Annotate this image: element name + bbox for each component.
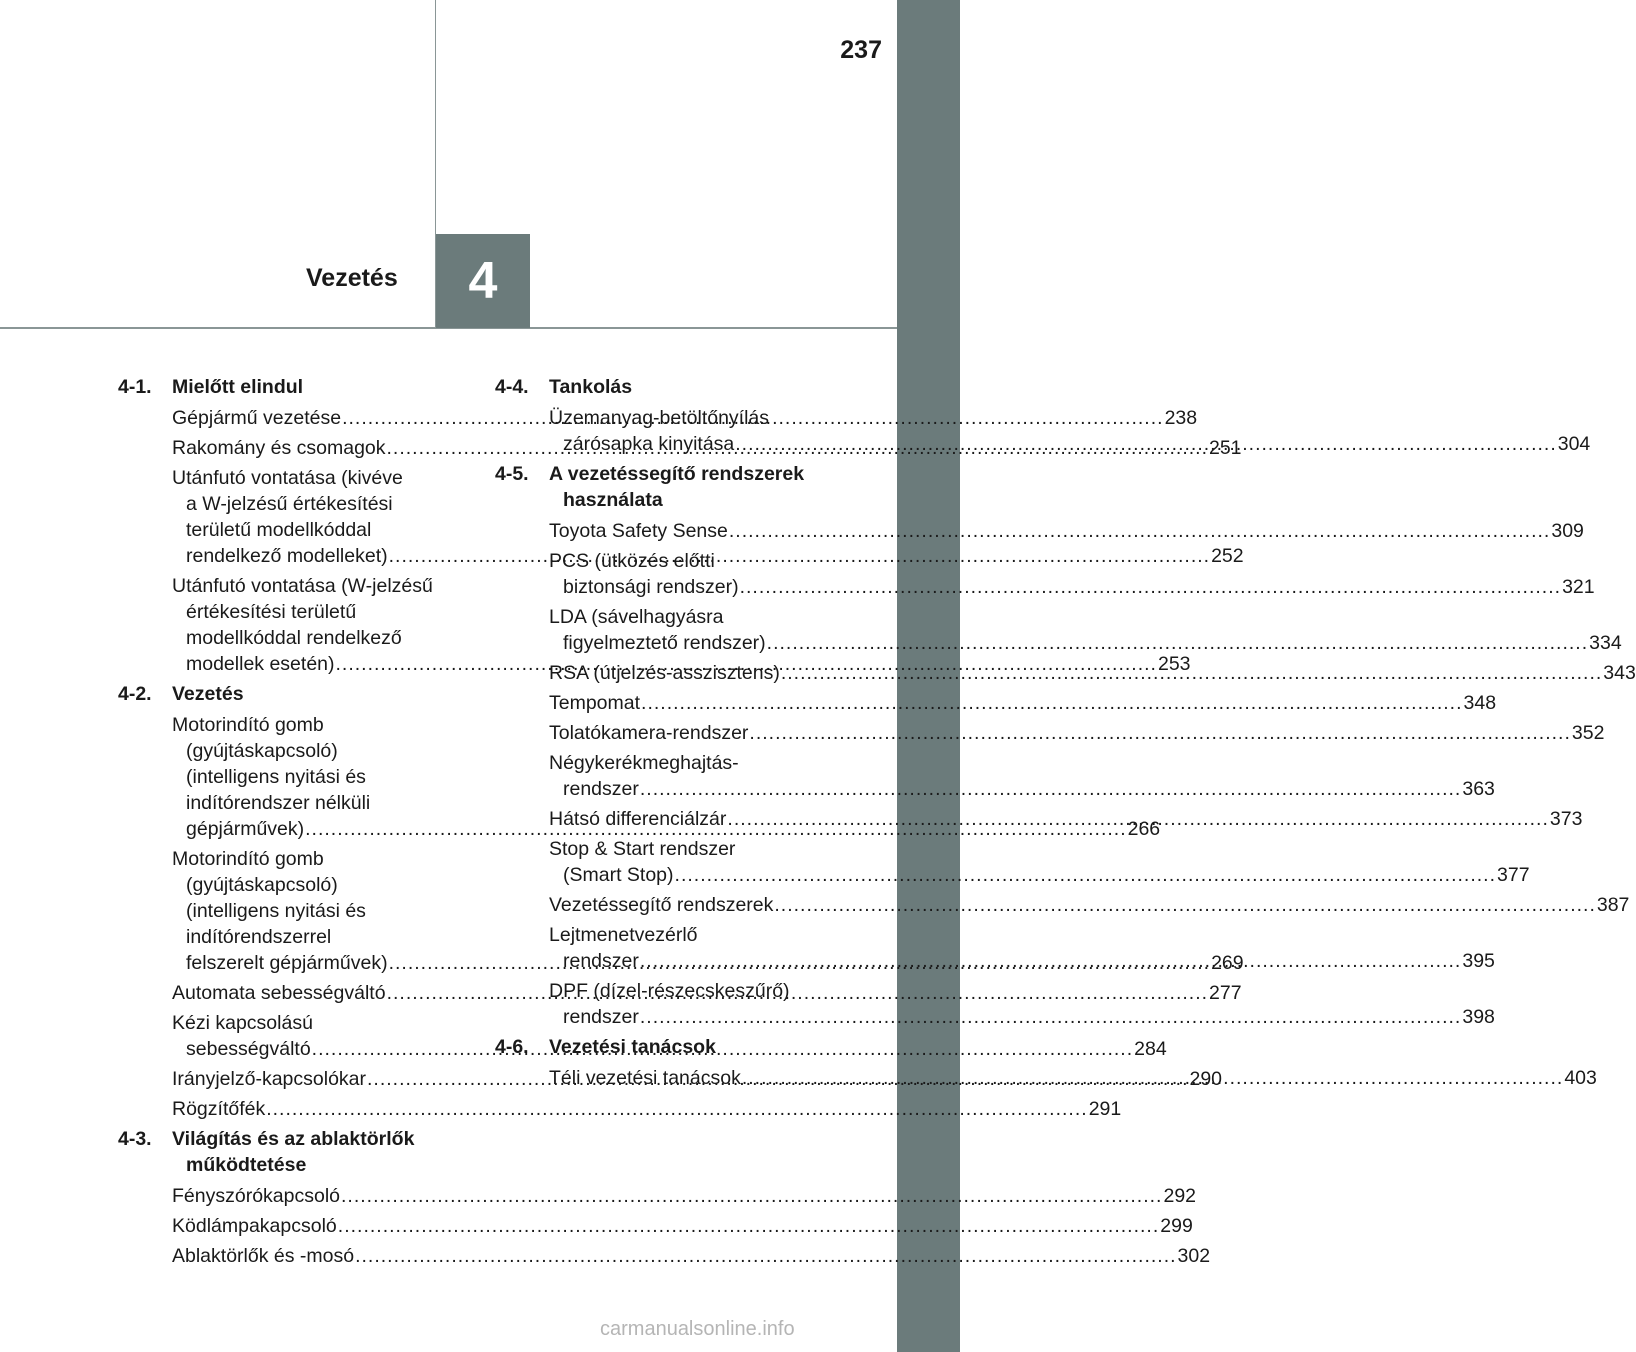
toc-entry-text: Gépjármű vezetése: [172, 407, 342, 429]
toc-entry-text: biztonsági rendszer): [563, 576, 739, 598]
toc-page-number: 321: [1562, 576, 1595, 598]
section-title-line: Mielőtt elindul: [172, 376, 304, 398]
toc-page-number: 387: [1596, 894, 1630, 916]
section-title: [172, 374, 462, 400]
section-heading: [118, 374, 462, 400]
dot-leader: [640, 778, 1461, 800]
dot-leader: [355, 1243, 1176, 1269]
toc-page-number: 277: [1209, 982, 1242, 1004]
toc-entry-text: Hátsó differenciálzár: [549, 808, 727, 830]
toc-page-number: 299: [1160, 1215, 1193, 1237]
toc-page-number: 348: [1463, 692, 1497, 714]
toc-entry-text: figyelmeztető rendszer): [563, 632, 766, 654]
toc-entry-text: Tolatókamera-rendszer: [549, 722, 749, 744]
dot-leader: [338, 1213, 1159, 1239]
toc-page-number: 266: [1127, 818, 1161, 840]
toc-entry-line: értékesítési területű: [186, 601, 357, 623]
toc-page-number: 238: [1164, 407, 1198, 429]
toc-entry-text: felszerelt gépjárművek): [186, 952, 388, 974]
toc-entry-row: [549, 892, 1630, 918]
toc-page-number: 377: [1497, 864, 1530, 886]
toc-entry-text: Fényszórókapcsoló: [172, 1185, 340, 1207]
dot-leader: [640, 1006, 1461, 1028]
section-title-line: Tankolás: [549, 376, 633, 398]
toc-page-number: 290: [1189, 1068, 1223, 1090]
toc-entry-text: modellek esetén): [186, 653, 335, 675]
toc-entry-row: [549, 862, 1530, 888]
toc-entry-line: (intelligens nyitási és: [186, 766, 366, 788]
toc-section: [118, 1126, 1211, 1269]
toc-entry[interactable]: [549, 604, 1622, 656]
section-title-line: Vezetési tanácsok: [549, 1036, 716, 1058]
toc-entry-text: rendelkező modelleket): [186, 545, 388, 567]
toc-entry-row: [549, 574, 1595, 600]
toc-entry-line: (gyújtáskapcsoló): [186, 740, 338, 762]
dot-leader: [749, 720, 1570, 746]
toc-entry[interactable]: [549, 750, 1495, 802]
toc-entry-line: Utánfutó vontatása (W-jelzésű: [172, 575, 433, 597]
toc-entry-line: területű modellkóddal: [186, 519, 372, 541]
toc-entry-line: Motorindító gomb: [172, 714, 324, 736]
dot-leader: [767, 632, 1588, 654]
section-title: [549, 374, 838, 400]
dot-leader: [341, 1183, 1162, 1209]
dot-leader: [740, 576, 1561, 598]
toc-entry[interactable]: [549, 518, 1584, 544]
toc-entry-line: DPF (dízel-részecskeszűrő): [549, 980, 790, 1002]
toc-entry[interactable]: [172, 1183, 1197, 1209]
toc-entry-line: modellkóddal rendelkező: [186, 627, 402, 649]
toc-entry-row: [549, 518, 1584, 544]
dot-leader: [727, 806, 1548, 832]
toc-entry-line: Négykerékmeghajtás-: [549, 752, 739, 774]
section-heading: [495, 461, 838, 513]
section-title: [172, 681, 462, 707]
section-number: 4-6.: [495, 1036, 529, 1058]
toc-page-number: 309: [1551, 520, 1584, 542]
toc-entry-line: a W-jelzésű értékesítési: [186, 493, 393, 515]
toc-entry-text: (Smart Stop): [563, 864, 674, 886]
toc-entry-line: Stop & Start rendszer: [549, 838, 736, 860]
watermark: carmanualsonline.info: [600, 1318, 795, 1340]
section-number: 4-3.: [118, 1128, 152, 1150]
section-title: [549, 461, 838, 513]
dot-leader: [641, 690, 1462, 716]
toc-entry-row: [172, 1213, 1193, 1239]
toc-entry[interactable]: [172, 1213, 1193, 1239]
toc-entry-line: LDA (sávelhagyásra: [549, 606, 724, 628]
toc-entry-row: [172, 1183, 1197, 1209]
section-title: [172, 1126, 462, 1178]
toc-entry-line: (gyújtáskapcsoló): [186, 874, 338, 896]
toc-entry-row: [172, 1096, 1122, 1122]
toc-page-number: 352: [1571, 722, 1605, 744]
toc-page-number: 363: [1462, 778, 1495, 800]
section-heading: [118, 1126, 462, 1178]
toc-entry-text: Irányjelző-kapcsolókar: [172, 1068, 367, 1090]
section-title-line: használata: [563, 489, 663, 511]
section-title-line: Világítás és az ablaktörlők: [172, 1128, 415, 1150]
toc-page-number: 302: [1177, 1245, 1211, 1267]
toc-page-number: 304: [1557, 433, 1591, 455]
toc-entry-text: Rakomány és csomagok: [172, 437, 386, 459]
section-title-line: Vezetés: [172, 683, 244, 705]
toc-page-number: 395: [1462, 950, 1495, 972]
section-heading: [118, 681, 462, 707]
section-heading: [495, 374, 838, 400]
toc-page-number: 284: [1134, 1038, 1167, 1060]
toc-entry-text: Ablaktörlők és -mosó: [172, 1245, 355, 1267]
section-number: 4-1.: [118, 376, 152, 398]
dot-leader: [729, 518, 1550, 544]
toc-entry-row: [549, 720, 1605, 746]
dot-leader: [774, 892, 1595, 918]
toc-entry-text: Toyota Safety Sense: [549, 520, 728, 542]
toc-entry-row: [549, 630, 1622, 656]
toc-page-number: 343: [1603, 662, 1636, 684]
toc-entry-line: Motorindító gomb: [172, 848, 324, 870]
toc-page-number: 403: [1564, 1067, 1597, 1089]
toc-entry[interactable]: [172, 1243, 1211, 1269]
page-number: 237: [840, 36, 882, 64]
toc-entry-text: Vezetéssegítő rendszerek: [549, 894, 774, 916]
toc-entry-line: Lejtmenetvezérlő: [549, 924, 698, 946]
toc-entry-line: Üzemanyag-betöltőnyílás: [549, 407, 770, 429]
toc-page-number: 292: [1163, 1185, 1197, 1207]
section-number: 4-5.: [495, 463, 529, 485]
dot-leader: [735, 433, 1556, 455]
toc-entry-line: indítórendszer nélküli: [186, 792, 371, 814]
toc-entry-line: (intelligens nyitási és: [186, 900, 366, 922]
section-title-line: működtetése: [186, 1154, 307, 1176]
chapter-title: Vezetés: [306, 264, 398, 292]
toc-page-number: 253: [1157, 653, 1191, 675]
toc-entry-line: Kézi kapcsolású: [172, 1012, 313, 1034]
toc-entry-row: [549, 1004, 1495, 1030]
dot-leader: [781, 660, 1602, 686]
toc-entry-text: rendszer: [563, 950, 639, 972]
section-number: 4-4.: [495, 376, 529, 398]
toc-page-number: 252: [1211, 545, 1244, 567]
toc-entry[interactable]: [549, 720, 1605, 746]
toc-entry-line: PCS (ütközés előtti: [549, 550, 715, 572]
toc-page-number: 334: [1589, 632, 1622, 654]
toc-page-number: 398: [1462, 1006, 1495, 1028]
toc-entry[interactable]: [172, 1096, 1122, 1122]
toc-entry-row: [172, 1243, 1211, 1269]
toc-page-number: 251: [1208, 437, 1242, 459]
toc-entry-text: Tempomat: [549, 692, 641, 714]
dot-leader: [675, 864, 1496, 886]
dot-leader: [640, 950, 1461, 972]
toc-entry-row: [549, 776, 1495, 802]
toc-entry[interactable]: [549, 690, 1497, 716]
toc-entry-line: indítórendszerrel: [186, 926, 332, 948]
toc-entry-line: Utánfutó vontatása (kivéve: [172, 467, 403, 489]
toc-page-number: 269: [1211, 952, 1244, 974]
section-heading: [495, 1034, 838, 1060]
toc-entry-text: gépjárművek): [186, 818, 305, 840]
toc-entry-text: zárósapka kinyitása: [563, 433, 735, 455]
toc-entry-text: Automata sebességváltó: [172, 982, 386, 1004]
toc-entry-text: Rögzítőfék: [172, 1098, 266, 1120]
toc-entry[interactable]: [549, 836, 1530, 888]
toc-page-number: 373: [1549, 808, 1583, 830]
toc-entry-text: rendszer: [563, 778, 639, 800]
toc-entry[interactable]: [549, 892, 1630, 918]
dot-leader: [266, 1096, 1087, 1122]
section-number: 4-2.: [118, 683, 152, 705]
toc-entry-text: Téli vezetési tanácsok: [549, 1067, 741, 1089]
section-title: [549, 1034, 838, 1060]
toc-page-number: 291: [1088, 1098, 1122, 1120]
toc-entry-text: sebességváltó: [186, 1038, 311, 1060]
toc-entry-text: rendszer: [563, 1006, 639, 1028]
dot-leader: [742, 1065, 1563, 1091]
toc-entry-row: [549, 690, 1497, 716]
toc-entry-text: Ködlámpakapcsoló: [172, 1215, 337, 1237]
section-title-line: A vezetéssegítő rendszerek: [549, 463, 805, 485]
toc-entry-text: RSA (útjelzés-asszisztens): [549, 662, 780, 684]
chapter-number-box: 4: [436, 234, 530, 328]
